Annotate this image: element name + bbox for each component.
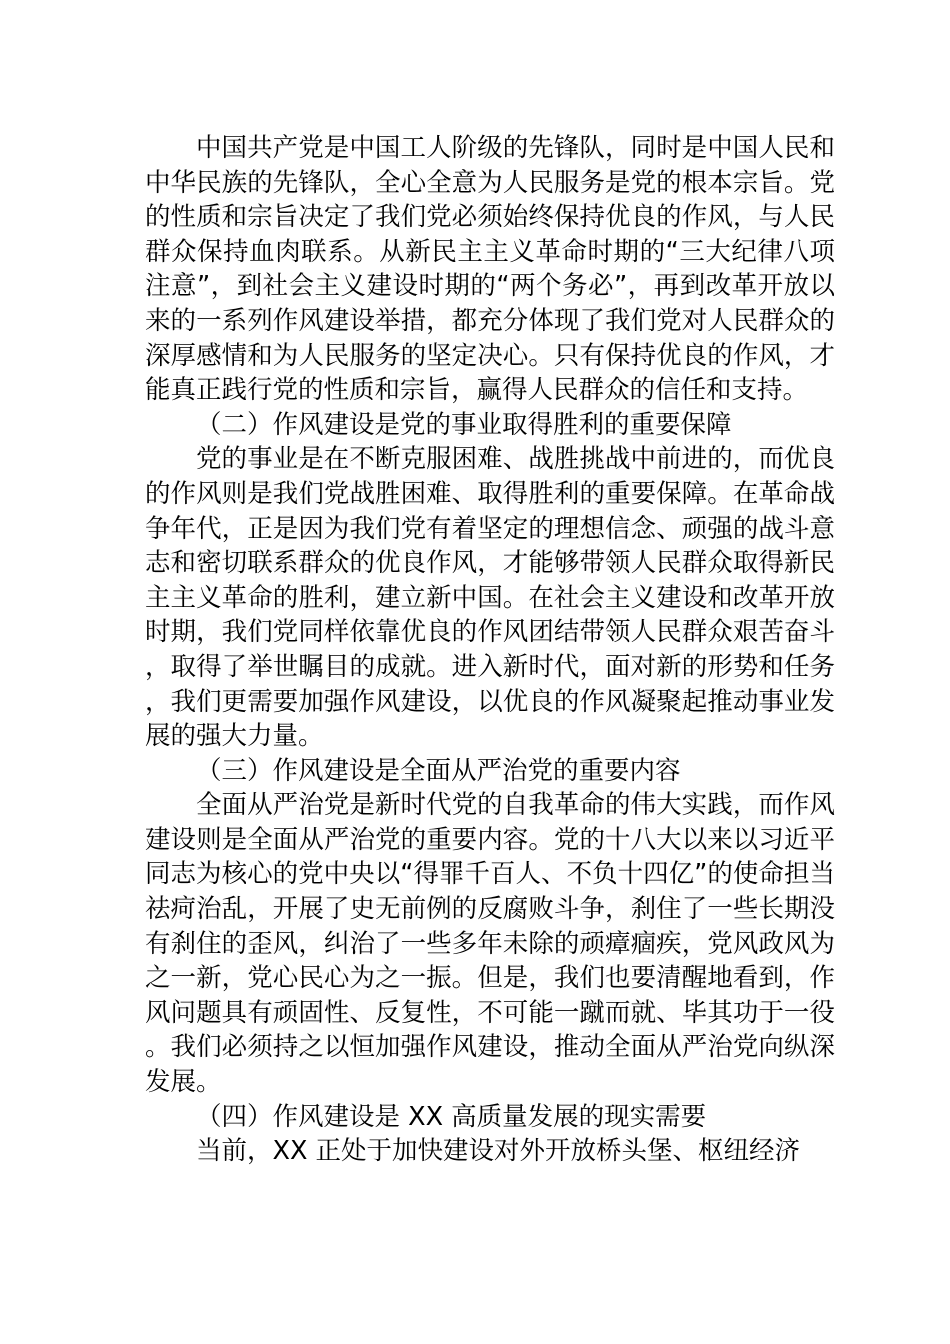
- document-body: [145, 131, 835, 1169]
- paragraph-party-cause: 党的事业是在不断克服困难、战胜挑战中前进的，而优良的作风则是我们党战胜困难、取得胜利的重要保障。在革命战争年代，正是因为我们党有着坚定的理想信念、顽强的战斗意志和密切联系群众的优良作风，才能够带领人民群众取得新民主主义革命的胜利，建立新中国。在社会主义建设和改革开放时期，我们党同样依靠优良的作风团结带领人民群众艰苦奋斗，取得了举世瞩目的成就。进入新时代，面对新的形势和任务，我们更需要加强作风建设，以优良的作风凝聚起推动事业发展的强大力量。: [145, 444, 835, 752]
- paragraph-party-nature: 中国共产党是中国工人阶级的先锋队，同时是中国人民和中华民族的先锋队，全心全意为人民服务是党的根本宗旨。党的性质和宗旨决定了我们党必须始终保持优良的作风，与人民群众保持血肉联系。从新民主主义革命时期的“三大纪律八项注意”，到社会主义建设时期的“两个务必”，再到改革开放以来的一系列作风建设举措，都充分体现了我们党对人民群众的深厚感情和为人民服务的坚定决心。只有保持优良的作风，才能真正践行党的性质和宗旨，赢得人民群众的信任和支持。: [145, 133, 835, 406]
- paragraph-strict-governance: 全面从严治党是新时代党的自我革命的伟大实践，而作风建设则是全面从严治党的重要内容。党的十八大以来以习近平同志为核心的党中央以“得罪千百人、不负十四亿”的使命担当祛疴治乱，开展了史无前例的反腐败斗争，刹住了一些长期没有刹住的歪风，纠治了一些多年未除的顽瘴痼疾，党风政风为之一新，党心民心为之一振。但是，我们也要清醒地看到，作风问题具有顽固性、反复性，不可能一蹴而就、毕其功于一役。我们必须持之以恒加强作风建设，推动全面从严治党向纵深发展。: [145, 790, 835, 1098]
- paragraph-development-needs: 当前，XX 正处于加快建设对外开放桥头堡、枢纽经济: [196, 1136, 801, 1167]
- section-heading-4: （四）作风建设是 XX 高质量发展的现实需要: [196, 1101, 707, 1132]
- section-heading-3: （三）作风建设是全面从严治党的重要内容: [196, 755, 681, 786]
- section-heading-2: （二）作风建设是党的事业取得胜利的重要保障: [196, 409, 732, 440]
